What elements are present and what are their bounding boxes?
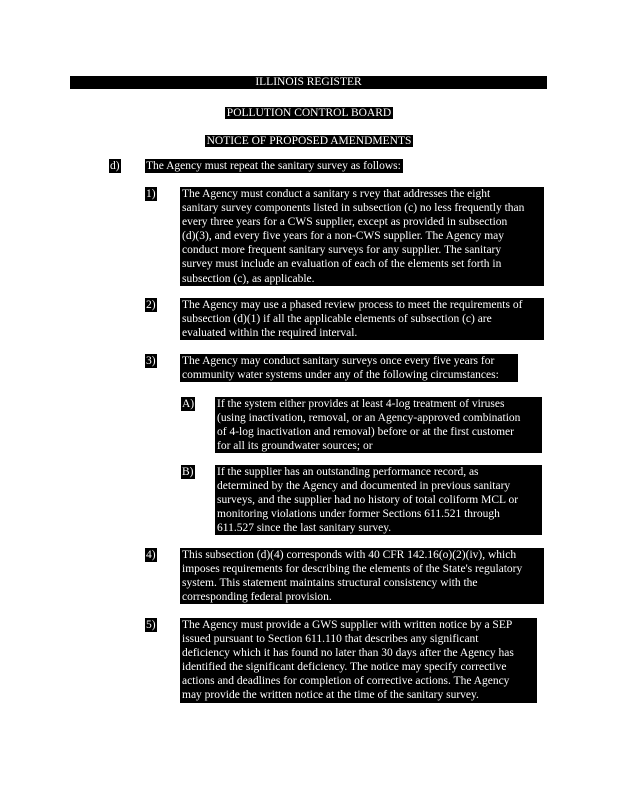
notice-title: NOTICE OF PROPOSED AMENDMENTS (206, 135, 412, 147)
item-4-line: system. This statement maintains structural consistency with the (182, 577, 478, 590)
item-1-line: subsection (c), as applicable. (182, 272, 315, 285)
item-4-line: This subsection (d)(4) corresponds with 40 CFR 142.16(o)(2)(iv), which (182, 549, 517, 561)
subitem-a-line: (using inactivation, removal, or an Agency-approved combination (217, 412, 521, 425)
board-title: POLLUTION CONTROL BOARD (226, 107, 392, 119)
item-5-line: identified the significant deficiency. The notice may specify corrective (182, 661, 507, 674)
item-2-text (180, 298, 544, 340)
subitem-b-line: determined by the Agency and documented in previous sanitary (217, 480, 511, 493)
item-4-label: 4) (146, 549, 156, 561)
item-2-line: subsection (d)(1) if all the applicable elements of subsection (c) are (182, 313, 492, 326)
item-3-line: community water systems under any of the following circumstances: (182, 369, 499, 382)
subitem-b-text (215, 465, 542, 535)
item-5-line: issued pursuant to Section 611.110 that describes any significant (182, 633, 479, 646)
item-5-line: deficiency which it has found no later than 30 days after the Agency has (182, 647, 514, 660)
item-5-text (180, 618, 537, 703)
item-1-line: sanitary survey components listed in subsection (c) no less frequently than (182, 202, 525, 215)
item-3-text (180, 354, 518, 382)
item-3-line: The Agency may conduct sanitary surveys once every five years for (182, 355, 495, 367)
item-1-label: 1) (146, 188, 156, 200)
subitem-a-label: A) (182, 398, 195, 410)
item-2-label: 2) (146, 299, 156, 311)
item-2-line: evaluated within the required interval. (182, 327, 358, 340)
item-5-label: 5) (146, 619, 156, 631)
subitem-a-text (215, 397, 542, 453)
item-5-line: may provide the written notice at the time of the sanitary survey. (182, 689, 479, 702)
item-1-line: survey must include an evaluation of each of the elements set forth in (182, 258, 502, 271)
subitem-a-line: If the system either provides at least 4-log treatment of viruses (217, 398, 505, 410)
item-4-line: corresponding federal provision. (182, 591, 332, 604)
board-title-row (0, 103, 618, 121)
notice-title-row (0, 131, 618, 149)
subitem-b-line: monitoring violations under former Sections 611.521 through (217, 508, 500, 521)
item-3-label: 3) (146, 355, 156, 367)
subitem-b-line: 611.527 since the last sanitary survey. (217, 522, 392, 535)
header-bar (70, 76, 547, 89)
register-title: ILLINOIS REGISTER (255, 76, 362, 88)
item-1-line: The Agency must conduct a sanitary s rvey that addresses the eight (182, 188, 491, 200)
section-d-text: The Agency must repeat the sanitary survey as follows: (146, 160, 401, 172)
item-1-line: every three years for a CWS supplier, except as provided in subsection (182, 216, 508, 229)
item-1-line: conduct more frequent sanitary surveys for any supplier. The sanitary (182, 244, 502, 257)
subitem-b-label: B) (182, 466, 194, 478)
item-5-line: actions and deadlines for completion of corrective actions. The Agency (182, 675, 510, 688)
item-2-line: The Agency may use a phased review process to meet the requirements of (182, 299, 523, 311)
subitem-b-line: If the supplier has an outstanding performance record, as (217, 466, 479, 478)
item-4-text (180, 548, 544, 604)
section-d-label: d) (110, 160, 120, 172)
subitem-a-line: for all its groundwater sources; or (217, 440, 373, 453)
subitem-b-line: surveys, and the supplier had no history of total coliform MCL or (217, 494, 519, 507)
item-5-line: The Agency must provide a GWS supplier with written notice by a SEP (182, 619, 513, 631)
item-4-line: imposes requirements for describing the elements of the State's regulatory (182, 563, 523, 576)
item-1-line: (d)(3), and every five years for a non-CWS supplier. The Agency may (182, 230, 505, 243)
item-1-text (180, 187, 544, 286)
subitem-a-line: of 4-log inactivation and removal) before or at the first customer (217, 426, 514, 439)
